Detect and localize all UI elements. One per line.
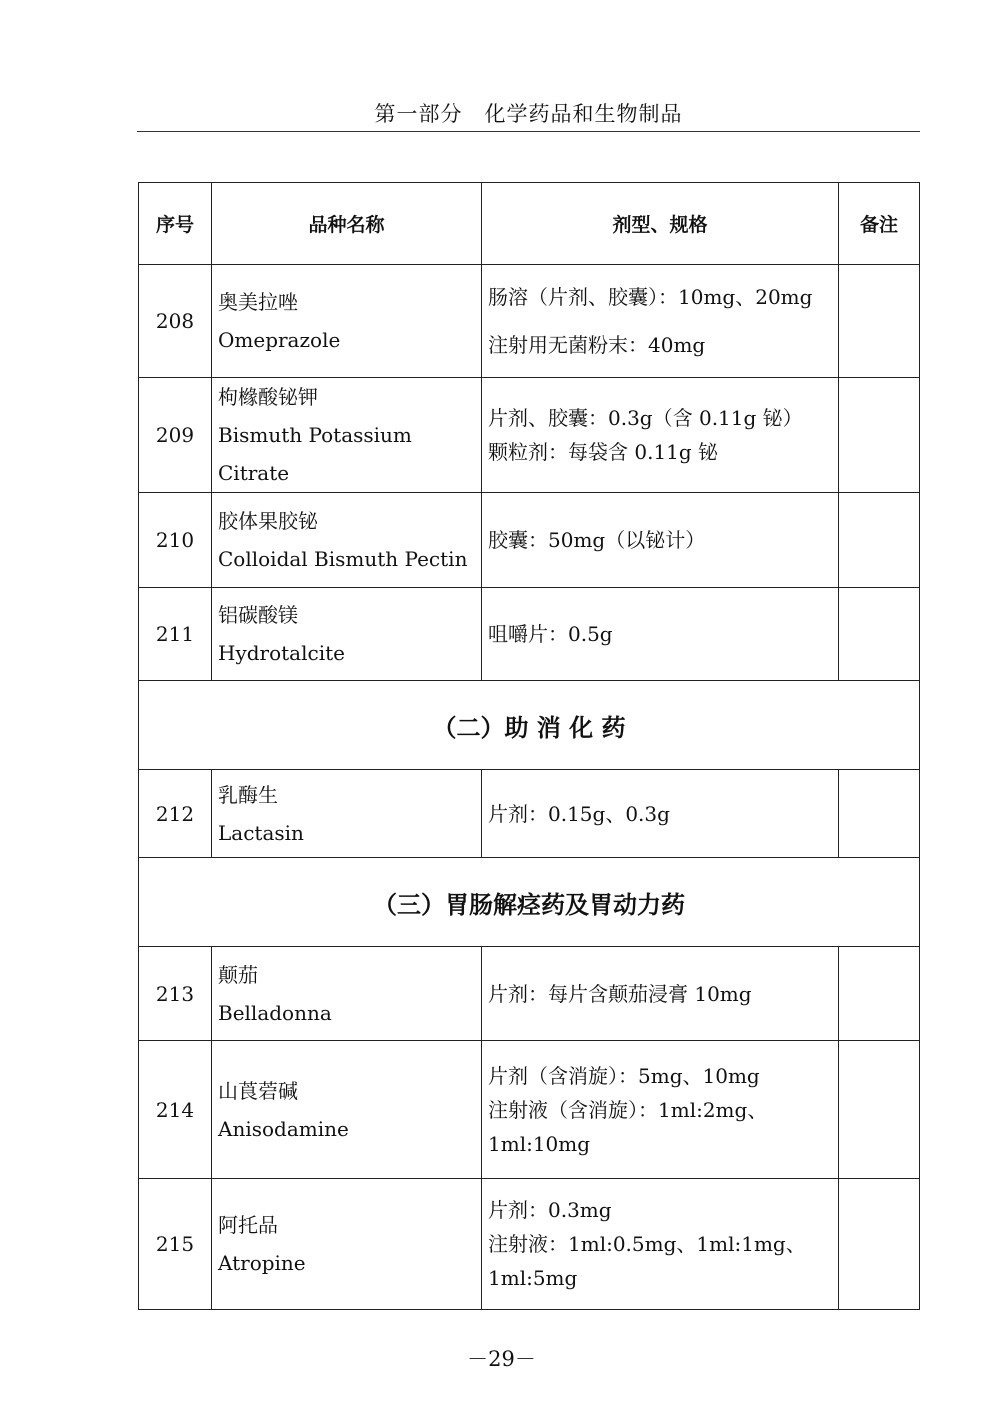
spec-line: 注射用无菌粉末：40mg [488, 333, 706, 357]
spec-line: 颗粒剂：每袋含 0.11g 铋 [488, 440, 719, 464]
spec-line: 注射液：1ml:0.5mg、1ml:1mg、1ml:5mg [488, 1232, 806, 1290]
spec-cell [482, 1179, 839, 1310]
spec-line: 肠溶（片剂、胶囊）：10mg、20mg [488, 285, 813, 309]
note-cell [839, 265, 920, 378]
drug-name-cn: 胶体果胶铋 [218, 509, 318, 533]
drug-name-cn: 山莨菪碱 [218, 1078, 298, 1103]
spec-line: 片剂、胶囊：0.3g（含 0.11g 铋） [488, 406, 803, 430]
note-cell [839, 1179, 920, 1310]
row-number: 208 [139, 265, 212, 378]
table-row [139, 378, 920, 493]
drug-name-cn: 颠茄 [218, 962, 258, 987]
page-number: －29－ [467, 1347, 536, 1371]
drug-name-cell [212, 265, 482, 378]
spec-cell [482, 947, 839, 1041]
table-header-row [139, 183, 920, 265]
table-row [139, 947, 920, 1041]
col-header-seq: 序号 [139, 183, 212, 265]
drug-name-cn: 枸橼酸铋钾 [218, 385, 318, 409]
row-number: 211 [139, 588, 212, 681]
page-header-title: 第一部分 化学药品和生物制品 [374, 102, 683, 126]
drug-name-cn: 乳酶生 [218, 782, 278, 807]
row-number: 209 [139, 378, 212, 493]
col-header-name: 品种名称 [212, 183, 482, 265]
row-number: 214 [139, 1041, 212, 1179]
table-row [139, 1041, 920, 1179]
section-heading: （二）助 消 化 药 [139, 681, 920, 770]
spec-line: 胶囊：50mg（以铋计） [488, 528, 706, 552]
drug-name-cn: 铝碳酸镁 [218, 603, 298, 627]
section-row [139, 858, 920, 947]
drug-name-en: Belladonna [218, 1000, 332, 1025]
table-row [139, 588, 920, 681]
note-cell [839, 378, 920, 493]
row-number: 210 [139, 493, 212, 588]
spec-cell [482, 770, 839, 858]
row-number: 215 [139, 1179, 212, 1310]
note-cell [839, 947, 920, 1041]
drug-name-en: Omeprazole [218, 328, 341, 352]
row-number: 213 [139, 947, 212, 1041]
drug-name-cell [212, 378, 482, 493]
drug-name-en: Anisodamine [218, 1116, 349, 1141]
drug-name-cell [212, 770, 482, 858]
note-cell [839, 493, 920, 588]
table-row [139, 1179, 920, 1310]
drug-name-en: Lactasin [218, 820, 304, 845]
spec-cell [482, 378, 839, 493]
note-cell [839, 588, 920, 681]
page-header [137, 96, 920, 132]
col-header-note: 备注 [839, 183, 920, 265]
row-number: 212 [139, 770, 212, 858]
spec-line: 片剂：0.15g、0.3g [488, 801, 670, 826]
drug-name-cn: 阿托品 [218, 1213, 278, 1237]
note-cell [839, 770, 920, 858]
spec-cell [482, 265, 839, 378]
table-row [139, 770, 920, 858]
drug-name-en: Colloidal Bismuth Pectin [218, 547, 468, 571]
drug-name-en: Hydrotalcite [218, 641, 345, 665]
section-heading: （三）胃肠解痉药及胃动力药 [139, 858, 920, 947]
drug-name-cell [212, 493, 482, 588]
drug-name-cell [212, 947, 482, 1041]
drug-name-cell [212, 1179, 482, 1310]
col-header-spec: 剂型、规格 [482, 183, 839, 265]
spec-cell [482, 588, 839, 681]
spec-line: 咀嚼片：0.5g [488, 622, 613, 646]
drug-name-en: Atropine [218, 1251, 306, 1275]
note-cell [839, 1041, 920, 1179]
drug-name-cn: 奥美拉唑 [218, 290, 298, 314]
drug-name-cell [212, 1041, 482, 1179]
spec-line: 注射液（含消旋）：1ml:2mg、1ml:10mg [488, 1097, 768, 1156]
drug-name-en: Bismuth Potassium Citrate [218, 423, 412, 485]
drug-name-cell [212, 588, 482, 681]
section-row [139, 681, 920, 770]
drug-table [138, 182, 920, 1310]
spec-line: 片剂（含消旋）：5mg、10mg [488, 1063, 760, 1088]
spec-line: 片剂：0.3mg [488, 1198, 612, 1222]
spec-cell [482, 493, 839, 588]
table-row [139, 265, 920, 378]
table-row [139, 493, 920, 588]
spec-line: 片剂：每片含颠茄浸膏 10mg [488, 981, 752, 1006]
spec-cell [482, 1041, 839, 1179]
